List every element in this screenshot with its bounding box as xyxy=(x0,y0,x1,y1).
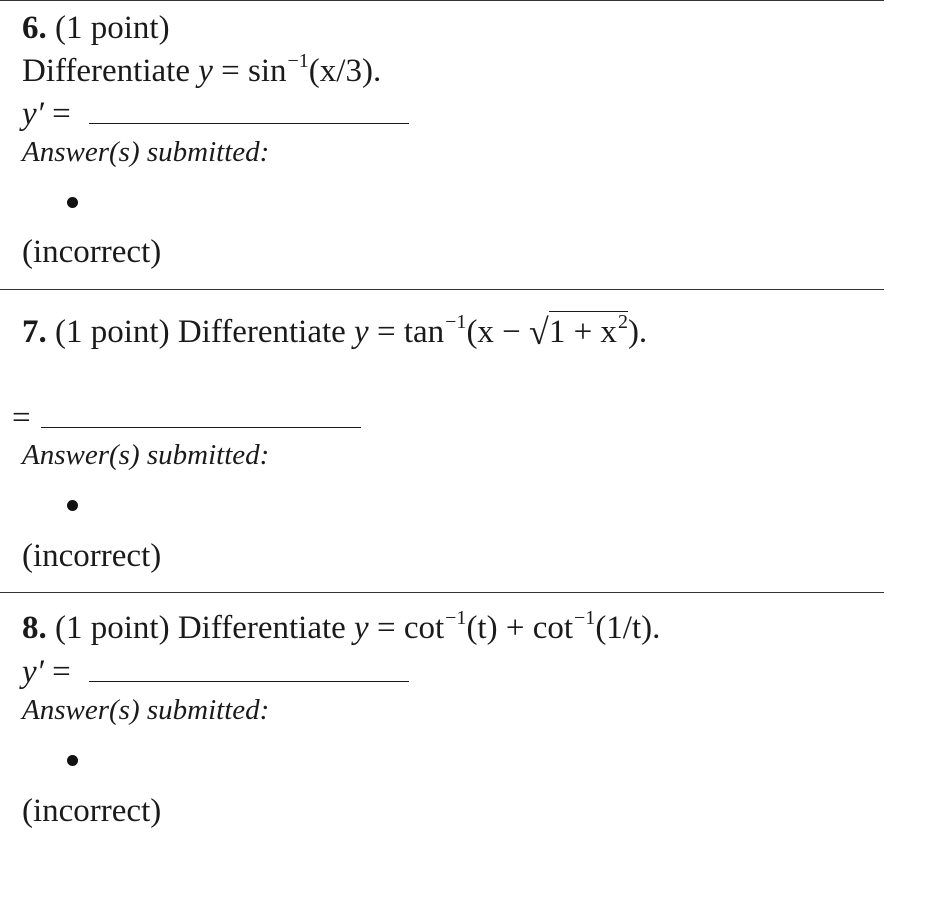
sqrt-icon: √ xyxy=(529,312,549,352)
problem-8-number: 8. xyxy=(22,610,47,646)
problem-6-answer-eq: = xyxy=(43,96,79,132)
problem-7-radicand xyxy=(549,311,628,350)
problem-7-header xyxy=(22,311,648,352)
problem-8-exp1: −1 xyxy=(445,607,467,629)
problem-6-answer-blank[interactable] xyxy=(89,123,409,124)
problem-8-answer-var: y′ xyxy=(22,654,44,690)
problem-7-open: (x − xyxy=(466,314,530,350)
problem-7-submitted-bullet xyxy=(67,500,78,511)
problem-8-prompt: Differentiate xyxy=(177,610,355,646)
problem-8-submitted-label: Answer(s) submitted: xyxy=(22,694,270,726)
problem-6-header xyxy=(22,12,170,45)
problem-8-points: (1 point) xyxy=(55,610,170,646)
problem-7-status: (incorrect) xyxy=(22,538,162,574)
problem-8-submitted-bullet xyxy=(67,755,78,766)
problem-8-arg2: (1/t). xyxy=(595,610,661,646)
problem-6-arg: (x/3). xyxy=(308,53,382,89)
problem-7-eq: = xyxy=(368,314,404,350)
problem-8-func2: cot xyxy=(532,610,574,646)
problem-8-eq: = xyxy=(368,610,404,646)
problem-8-arg1: (t) + xyxy=(466,610,533,646)
problem-7-answer-blank[interactable] xyxy=(41,427,361,428)
problem-6-exp: −1 xyxy=(287,50,309,72)
problem-6-status: (incorrect) xyxy=(22,234,162,270)
problem-6-statement xyxy=(22,50,382,89)
problem-8-answer-blank[interactable] xyxy=(89,681,409,682)
problem-7-answer-eq: = xyxy=(12,400,31,436)
problem-7-radicand-exp: 2 xyxy=(617,311,628,333)
problem-7-points: (1 point) xyxy=(55,314,170,350)
problem-8-header xyxy=(22,607,661,646)
problem-7-radicand-base: 1 + x xyxy=(548,314,617,350)
problem-8-lhs: y xyxy=(354,610,369,646)
top-divider xyxy=(0,0,884,1)
problem-7-answer-row xyxy=(12,402,361,435)
problem-6-submitted-label: Answer(s) submitted: xyxy=(22,136,270,168)
problem-6-number: 6. xyxy=(22,10,47,46)
problem-6-submitted-bullet xyxy=(67,197,78,208)
problem-7-number: 7. xyxy=(22,314,47,350)
problem-8-exp2: −1 xyxy=(574,607,596,629)
problem-7-lhs: y xyxy=(354,314,369,350)
problem-6-points: (1 point) xyxy=(55,10,170,46)
problem-7-exp: −1 xyxy=(445,311,467,333)
problem-8-answer-row xyxy=(22,656,409,689)
problem-7-func: tan xyxy=(403,314,445,350)
problem-6-answer-var: y′ xyxy=(22,96,44,132)
problem-6-func: sin xyxy=(248,53,287,89)
problem-6-lhs: y xyxy=(198,53,213,89)
problem-7-submitted-label: Answer(s) submitted: xyxy=(22,439,270,471)
problem-8-func1: cot xyxy=(403,610,445,646)
problem-6-eq: = xyxy=(212,53,248,89)
divider-7-8 xyxy=(0,592,884,593)
problem-7-close: ). xyxy=(627,314,648,350)
problem-6-answer-row xyxy=(22,98,409,131)
problem-8-status: (incorrect) xyxy=(22,793,162,829)
divider-6-7 xyxy=(0,289,884,290)
problem-8-answer-eq: = xyxy=(43,654,79,690)
problem-7-prompt: Differentiate xyxy=(177,314,355,350)
problem-6-prompt: Differentiate xyxy=(22,53,199,89)
